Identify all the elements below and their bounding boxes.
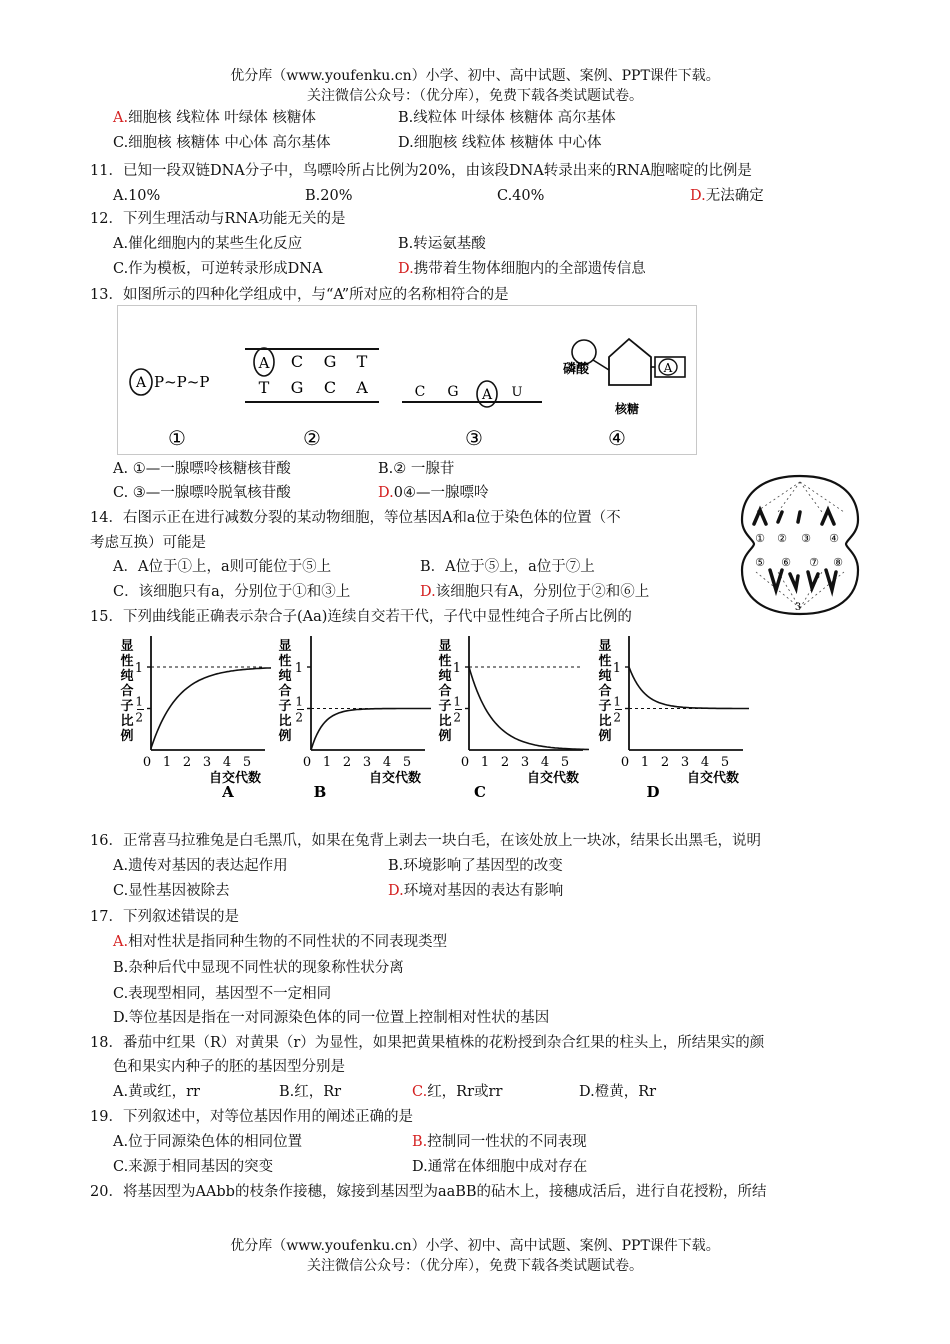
chart-C-xtick-0: 0 bbox=[460, 755, 470, 770]
chart-D-ylabel-char: 比 bbox=[598, 714, 612, 729]
chart-D-ylabel-char: 例 bbox=[598, 729, 612, 744]
chart-A-ylabel-char: 纯 bbox=[120, 669, 134, 684]
q16-stem: 16．正常喜马拉雅兔是白毛黑爪，如果在兔背上剥去一块白毛，在该处放上一块冰，结果长出黑毛，说明 bbox=[90, 833, 761, 849]
page-footer-line2: 关注微信公众号：（优分库），免费下载各类试题试卷。 bbox=[307, 1258, 643, 1274]
q12-option-c: C.作为模板，可逆转录形成DNA bbox=[113, 261, 323, 277]
q10-option-b: B.线粒体 叶绿体 核糖体 高尔基体 bbox=[398, 110, 616, 126]
option-text: 环境对基因的表达有影响 bbox=[403, 883, 564, 899]
chart-C-xtick-2: 2 bbox=[500, 755, 510, 770]
rna-base-2: U bbox=[511, 385, 523, 400]
q10-option-c: C.细胞核 核糖体 中心体 高尔基体 bbox=[113, 135, 331, 151]
dna-bottom-base-3: A bbox=[356, 378, 368, 397]
answer-letter: D. bbox=[398, 261, 414, 277]
chart-A-xtick-2: 2 bbox=[182, 755, 192, 770]
fig-num-1: ① bbox=[168, 426, 186, 450]
q14-stem-line1: 14．右图示正在进行减数分裂的某动物细胞，等位基因A和a位于染色体的位置（不 bbox=[90, 510, 621, 526]
chart-A-ytick-half-den: 2 bbox=[135, 710, 143, 725]
dna-top-base-0: C bbox=[290, 352, 304, 371]
answer-letter: D. bbox=[690, 188, 706, 204]
fig1-chain: P~P~P bbox=[154, 373, 210, 391]
chart-B-ytick-one: 1 bbox=[294, 661, 303, 676]
dna-top-base-2: T bbox=[356, 352, 368, 371]
chart-D-ylabel-char: 性 bbox=[598, 654, 612, 669]
pole-mark: 3 bbox=[794, 602, 802, 613]
option-text: 该细胞只有A，分别位于②和⑥上 bbox=[435, 584, 650, 600]
phosphate-bond bbox=[593, 360, 609, 370]
q18-option-c bbox=[412, 1082, 502, 1102]
chart-B-ylabel-char: 合 bbox=[278, 684, 292, 699]
answer-letter: D. bbox=[388, 883, 404, 899]
q16-option-b: B.环境影响了基因型的改变 bbox=[388, 858, 563, 874]
chart-B-xtick-0: 0 bbox=[302, 755, 312, 770]
q11-stem: 11．已知一段双链DNA分子中，鸟嘌呤所占比例为20%，由该段DNA转录出来的RNA胞嘧啶的比例是 bbox=[90, 163, 752, 179]
chart-A-xtick-1: 1 bbox=[162, 755, 172, 770]
chrom-num-2: ② bbox=[777, 532, 787, 545]
option-text: 相对性状是指同种生物的不同性状的不同表现类型 bbox=[128, 934, 448, 950]
chart-A-ylabel-char: 子 bbox=[120, 699, 134, 714]
top-chromosomes bbox=[754, 510, 834, 524]
q11-option-b: B.20% bbox=[305, 188, 353, 204]
chart-B-curve bbox=[311, 709, 431, 751]
q19-option-a: A.位于同源染色体的相同位置 bbox=[113, 1134, 303, 1150]
chart-A-xtick-0: 0 bbox=[142, 755, 152, 770]
q11-option-d bbox=[690, 186, 764, 206]
fig4-base: A bbox=[663, 361, 673, 375]
chrom-num-3: ③ bbox=[801, 532, 811, 545]
chart-C-ylabel-char: 性 bbox=[438, 654, 452, 669]
rna-base-0: C bbox=[414, 384, 426, 400]
q20-stem: 20．将基因型为AAbb的枝条作接穗，嫁接到基因型为aaBB的砧木上，接穗成活后，进行自花授粉，所结 bbox=[90, 1184, 767, 1200]
answer-letter: D. bbox=[420, 584, 436, 600]
dna-bottom-base-0: T bbox=[258, 378, 270, 397]
chart-B-xtick-4: 4 bbox=[382, 755, 392, 770]
q19-option-b bbox=[412, 1132, 587, 1152]
chart-B-xtick-2: 2 bbox=[342, 755, 352, 770]
q10-option-a bbox=[113, 108, 316, 128]
option-text: 0④—一腺嘌呤 bbox=[393, 485, 489, 501]
chart-D-ylabel-char: 显 bbox=[598, 639, 612, 654]
q13-stem: 13．如图所示的四种化学组成中，与“A”所对应的名称相符合的是 bbox=[90, 287, 509, 303]
rna-base-1: G bbox=[447, 384, 459, 400]
q12-option-d bbox=[398, 259, 646, 279]
dna-bottom-base-1: G bbox=[290, 378, 304, 397]
phosphate-label: 磷酸 bbox=[563, 362, 590, 377]
chart-D-ytick-one: 1 bbox=[612, 661, 621, 676]
answer-letter: B. bbox=[412, 1134, 428, 1150]
chart-A-curve bbox=[151, 668, 271, 748]
q14-option-b: B．A位于⑤上，a位于⑦上 bbox=[420, 559, 595, 575]
chart-B-ylabel-char: 显 bbox=[278, 639, 292, 654]
chart-D-ytick-half-num: 1 bbox=[613, 694, 621, 709]
chart-B-panel-label: B bbox=[313, 783, 327, 801]
q16-option-c: C.显性基因被除去 bbox=[113, 883, 230, 899]
chart-A-ytick-one: 1 bbox=[134, 661, 143, 676]
chart-A-ytick-half-num: 1 bbox=[135, 694, 143, 709]
chart-C-xtick-3: 3 bbox=[520, 755, 530, 770]
chart-A-panel-label: A bbox=[222, 783, 234, 801]
q17-option-d: D.等位基因是指在一对同源染色体的同一位置上控制相对性状的基因 bbox=[113, 1010, 550, 1026]
answer-letter: A. bbox=[113, 934, 129, 950]
chart-C-xtick-4: 4 bbox=[540, 755, 550, 770]
fig-num-2: ② bbox=[303, 426, 321, 450]
chart-B-ylabel-char: 子 bbox=[278, 699, 292, 714]
chart-D-ylabel-char: 合 bbox=[598, 684, 612, 699]
answer-letter: D. bbox=[378, 485, 394, 501]
option-text: 无法确定 bbox=[705, 188, 764, 204]
chart-B-ytick-half-den: 2 bbox=[295, 710, 303, 725]
chart-B-ylabel-char: 比 bbox=[278, 714, 292, 729]
fig-num-4: ④ bbox=[608, 426, 626, 450]
page-header-line2: 关注微信公众号：（优分库），免费下载各类试题试卷。 bbox=[307, 88, 643, 104]
chart-C-curve bbox=[469, 667, 589, 750]
q18-option-d: D.橙黄，Rr bbox=[579, 1084, 657, 1100]
q17-option-a bbox=[113, 932, 447, 952]
chart-A-ylabel-char: 比 bbox=[120, 714, 134, 729]
chart-B-xlabel: 自交代数 bbox=[368, 771, 422, 786]
chart-B-ylabel-char: 纯 bbox=[278, 669, 292, 684]
q13-option-a: A. ①—一腺嘌呤核糖核苷酸 bbox=[113, 461, 291, 477]
chrom-num-1: ① bbox=[755, 532, 765, 545]
q14-option-a: A．A位于①上，a则可能位于⑤上 bbox=[113, 559, 332, 575]
chart-D-xtick-5: 5 bbox=[720, 755, 730, 770]
chart-C-ylabel-char: 合 bbox=[438, 684, 452, 699]
chart-C-ytick-half-num: 1 bbox=[453, 694, 461, 709]
chrom-num-5: ⑤ bbox=[755, 556, 765, 569]
q13-option-d bbox=[378, 483, 488, 503]
q11-option-c: C.40% bbox=[497, 188, 545, 204]
chart-B-xtick-3: 3 bbox=[362, 755, 372, 770]
q15-chart-panels bbox=[115, 632, 795, 804]
answer-letter: A. bbox=[113, 110, 129, 126]
q18-stem-line1: 18．番茄中红果（R）对黄果（r）为显性，如果把黄果植株的花粉授到杂合红果的柱头上，所结果实的颜 bbox=[90, 1035, 765, 1051]
chart-D-panel-label: D bbox=[646, 783, 660, 801]
ribose-pentagon bbox=[609, 339, 651, 385]
q19-stem: 19．下列叙述中，对等位基因作用的阐述正确的是 bbox=[90, 1109, 413, 1125]
q17-option-c: C.表现型相同，基因型不一定相同 bbox=[113, 986, 332, 1002]
q14-stem-line2: 考虑互换）可能是 bbox=[90, 535, 206, 551]
chrom-num-6: ⑥ bbox=[781, 556, 791, 569]
chart-A-xtick-5: 5 bbox=[242, 755, 252, 770]
chart-D-xtick-3: 3 bbox=[680, 755, 690, 770]
option-text: 细胞核 线粒体 叶绿体 核糖体 bbox=[128, 110, 316, 126]
q12-option-b: B.转运氨基酸 bbox=[398, 236, 486, 252]
bottom-chromosomes bbox=[770, 570, 836, 590]
chart-D-xtick-2: 2 bbox=[660, 755, 670, 770]
q10-option-d: D.细胞核 线粒体 核糖体 中心体 bbox=[398, 135, 602, 151]
q15-charts bbox=[115, 632, 795, 808]
q16-option-d bbox=[388, 881, 563, 901]
answer-letter: C. bbox=[412, 1084, 428, 1100]
q15-stem: 15．下列曲线能正确表示杂合子(Aa)连续自交若干代，子代中显性纯合子所占比例的 bbox=[90, 609, 632, 625]
chart-A-xtick-4: 4 bbox=[222, 755, 232, 770]
phosphate-circle bbox=[572, 340, 596, 364]
q14-option-c: C．该细胞只有a，分别位于①和③上 bbox=[113, 584, 351, 600]
chart-C-ytick-one: 1 bbox=[452, 661, 461, 676]
q18-option-b: B.红，Rr bbox=[279, 1084, 342, 1100]
chart-D-ylabel-char: 纯 bbox=[598, 669, 612, 684]
fig1-a: A bbox=[135, 375, 147, 391]
q19-option-d: D.通常在体细胞中成对存在 bbox=[412, 1159, 588, 1175]
q13-option-b: B.② 一腺苷 bbox=[378, 461, 455, 477]
dna-top-base-1: G bbox=[323, 352, 337, 371]
page-header-line1: 优分库（www.youfenku.cn）小学、初中、高中试题、案例、PPT课件下载。 bbox=[230, 68, 720, 84]
chart-B-ytick-half-num: 1 bbox=[295, 694, 303, 709]
chart-C-xtick-1: 1 bbox=[480, 755, 490, 770]
chart-C-ytick-half-den: 2 bbox=[453, 710, 461, 725]
q13-figure bbox=[117, 305, 697, 455]
fig2-circled-a: A bbox=[258, 354, 270, 372]
q12-option-a: A.催化细胞内的某些生化反应 bbox=[113, 236, 303, 252]
chart-B-xtick-1: 1 bbox=[322, 755, 332, 770]
chart-A-ylabel-char: 合 bbox=[120, 684, 134, 699]
chart-A-ylabel-char: 显 bbox=[120, 639, 134, 654]
q11-option-a: A.10% bbox=[113, 188, 161, 204]
sugar-label: 核糖 bbox=[615, 402, 640, 416]
chart-A-xlabel: 自交代数 bbox=[208, 771, 262, 786]
page-footer-line1: 优分库（www.youfenku.cn）小学、初中、高中试题、案例、PPT课件下载。 bbox=[230, 1238, 720, 1254]
chart-D-xtick-0: 0 bbox=[620, 755, 630, 770]
q18-option-a: A.黄或红，rr bbox=[113, 1084, 200, 1100]
fig-num-3: ③ bbox=[465, 426, 483, 450]
chart-C-ylabel-char: 比 bbox=[438, 714, 452, 729]
chart-C-xlabel: 自交代数 bbox=[526, 771, 580, 786]
chart-D-ytick-half-den: 2 bbox=[613, 710, 621, 725]
option-text: 携带着生物体细胞内的全部遗传信息 bbox=[413, 261, 646, 277]
chart-D-xtick-4: 4 bbox=[700, 755, 710, 770]
fig3-circled-a: A bbox=[481, 387, 493, 403]
q13-option-c: C. ③—一腺嘌呤脱氧核苷酸 bbox=[113, 485, 291, 501]
q14-option-d bbox=[420, 582, 649, 602]
chart-C-ylabel-char: 纯 bbox=[438, 669, 452, 684]
q17-stem: 17．下列叙述错误的是 bbox=[90, 909, 239, 925]
chrom-num-7: ⑦ bbox=[809, 556, 819, 569]
q12-stem: 12．下列生理活动与RNA功能无关的是 bbox=[90, 211, 346, 227]
chart-C-ylabel-char: 例 bbox=[438, 729, 452, 744]
dna-bottom-bases bbox=[259, 378, 369, 397]
chart-D-xlabel: 自交代数 bbox=[686, 771, 740, 786]
chart-B-ylabel-char: 性 bbox=[278, 654, 292, 669]
option-text: 红，Rr或rr bbox=[427, 1084, 503, 1100]
chart-C-ylabel-char: 显 bbox=[438, 639, 452, 654]
chart-B-xtick-5: 5 bbox=[402, 755, 412, 770]
chart-A-ylabel-char: 性 bbox=[120, 654, 134, 669]
cell-outline bbox=[742, 476, 858, 614]
q14-cell-figure bbox=[738, 472, 863, 617]
dna-top-bases bbox=[291, 352, 368, 371]
option-text: 控制同一性状的不同表现 bbox=[427, 1134, 587, 1150]
chart-D-xtick-1: 1 bbox=[640, 755, 650, 770]
chart-D-curve bbox=[629, 667, 749, 709]
chart-C-ylabel-char: 子 bbox=[438, 699, 452, 714]
chrom-num-4: ④ bbox=[829, 532, 839, 545]
chart-A-ylabel-char: 例 bbox=[120, 729, 134, 744]
dna-bottom-base-2: C bbox=[323, 378, 337, 397]
q19-option-c: C.来源于相同基因的突变 bbox=[113, 1159, 274, 1175]
q17-option-b: B.杂种后代中显现不同性状的现象称性状分离 bbox=[113, 960, 404, 976]
chart-A-xtick-3: 3 bbox=[202, 755, 212, 770]
q16-option-a: A.遗传对基因的表达起作用 bbox=[113, 858, 288, 874]
chart-B-ylabel-char: 例 bbox=[278, 729, 292, 744]
chart-D-ylabel-char: 子 bbox=[598, 699, 612, 714]
chart-C-xtick-5: 5 bbox=[560, 755, 570, 770]
chart-C-panel-label: C bbox=[474, 783, 486, 801]
chrom-num-8: ⑧ bbox=[833, 556, 843, 569]
q18-stem-line2: 色和果实内种子的胚的基因型分别是 bbox=[113, 1059, 345, 1075]
